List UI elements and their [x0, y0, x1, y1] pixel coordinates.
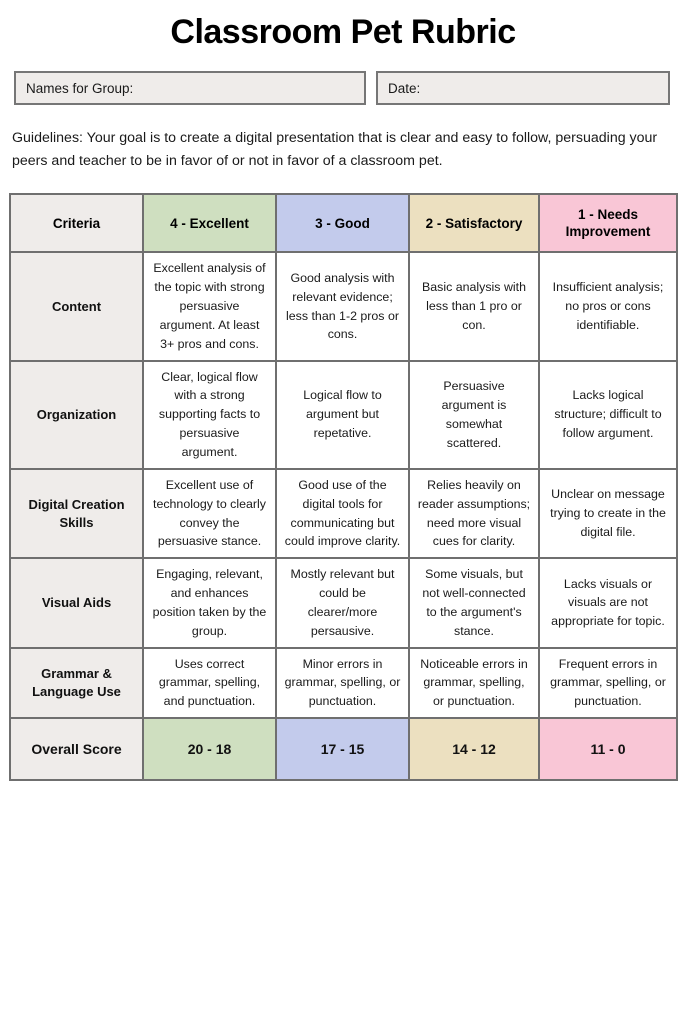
- cell-good: Minor errors in grammar, spelling, or punctuation.: [276, 648, 409, 719]
- guidelines-text: Guidelines: Your goal is to create a digital presentation that is clear and easy to follow, persuading your peers and teacher to be in favor of or not in favor of a classroom pet.: [12, 130, 658, 170]
- rubric-table: [9, 193, 678, 781]
- score-excellent: 20 - 18: [143, 718, 276, 780]
- criteria-label: Visual Aids: [10, 558, 143, 647]
- cell-needs-improvement: Insufficient analysis; no pros or cons identifiable.: [539, 252, 677, 360]
- table-header-row: [10, 194, 677, 252]
- header-needs-improvement: 1 - Needs Improvement: [539, 194, 677, 252]
- overall-score-label: Overall Score: [10, 718, 143, 780]
- cell-excellent: Uses correct grammar, spelling, and punctuation.: [143, 648, 276, 719]
- cell-excellent: Excellent use of technology to clearly convey the persuasive stance.: [143, 469, 276, 558]
- cell-satisfactory: Basic analysis with less than 1 pro or con.: [409, 252, 539, 360]
- cell-good: Logical flow to argument but repetative.: [276, 361, 409, 469]
- score-good: 17 - 15: [276, 718, 409, 780]
- cell-excellent: Engaging, relevant, and enhances position taken by the group.: [143, 558, 276, 647]
- cell-needs-improvement: Lacks logical structure; difficult to follow argument.: [539, 361, 677, 469]
- cell-satisfactory: Relies heavily on reader assumptions; need more visual cues for clarity.: [409, 469, 539, 558]
- cell-needs-improvement: Lacks visuals or visuals are not appropriate for topic.: [539, 558, 677, 647]
- names-for-group-field[interactable]: [14, 71, 366, 105]
- score-needs-improvement: 11 - 0: [539, 718, 677, 780]
- cell-satisfactory: Some visuals, but not well-connected to the argument's stance.: [409, 558, 539, 647]
- date-label: Date:: [388, 80, 421, 96]
- cell-satisfactory: Noticeable errors in grammar, spelling, or punctuation.: [409, 648, 539, 719]
- table-row: [10, 252, 677, 360]
- table-row: [10, 361, 677, 469]
- rubric-table-wrapper: [9, 193, 676, 781]
- table-row: [10, 469, 677, 558]
- header-criteria: Criteria: [10, 194, 143, 252]
- cell-excellent: Clear, logical flow with a strong supporting facts to persuasive argument.: [143, 361, 276, 469]
- cell-good: Good use of the digital tools for communicating but could improve clarity.: [276, 469, 409, 558]
- form-fields-row: [14, 71, 670, 105]
- cell-good: Good analysis with relevant evidence; less than 1-2 pros or cons.: [276, 252, 409, 360]
- cell-needs-improvement: Unclear on message trying to create in the digital file.: [539, 469, 677, 558]
- page-title: Classroom Pet Rubric: [170, 13, 516, 51]
- date-field[interactable]: [376, 71, 670, 105]
- header-good: 3 - Good: [276, 194, 409, 252]
- table-row: [10, 648, 677, 719]
- cell-needs-improvement: Frequent errors in grammar, spelling, or punctuation.: [539, 648, 677, 719]
- header-satisfactory: 2 - Satisfactory: [409, 194, 539, 252]
- criteria-label: Digital Creation Skills: [10, 469, 143, 558]
- overall-score-row: [10, 718, 677, 780]
- criteria-label: Content: [10, 252, 143, 360]
- names-for-group-label: Names for Group:: [26, 80, 134, 96]
- cell-satisfactory: Persuasive argument is somewhat scattered.: [409, 361, 539, 469]
- table-row: [10, 558, 677, 647]
- criteria-label: Grammar & Language Use: [10, 648, 143, 719]
- cell-good: Mostly relevant but could be clearer/more persausive.: [276, 558, 409, 647]
- cell-excellent: Excellent analysis of the topic with strong persuasive argument. At least 3+ pros and cons.: [143, 252, 276, 360]
- criteria-label: Organization: [10, 361, 143, 469]
- score-satisfactory: 14 - 12: [409, 718, 539, 780]
- header-excellent: 4 - Excellent: [143, 194, 276, 252]
